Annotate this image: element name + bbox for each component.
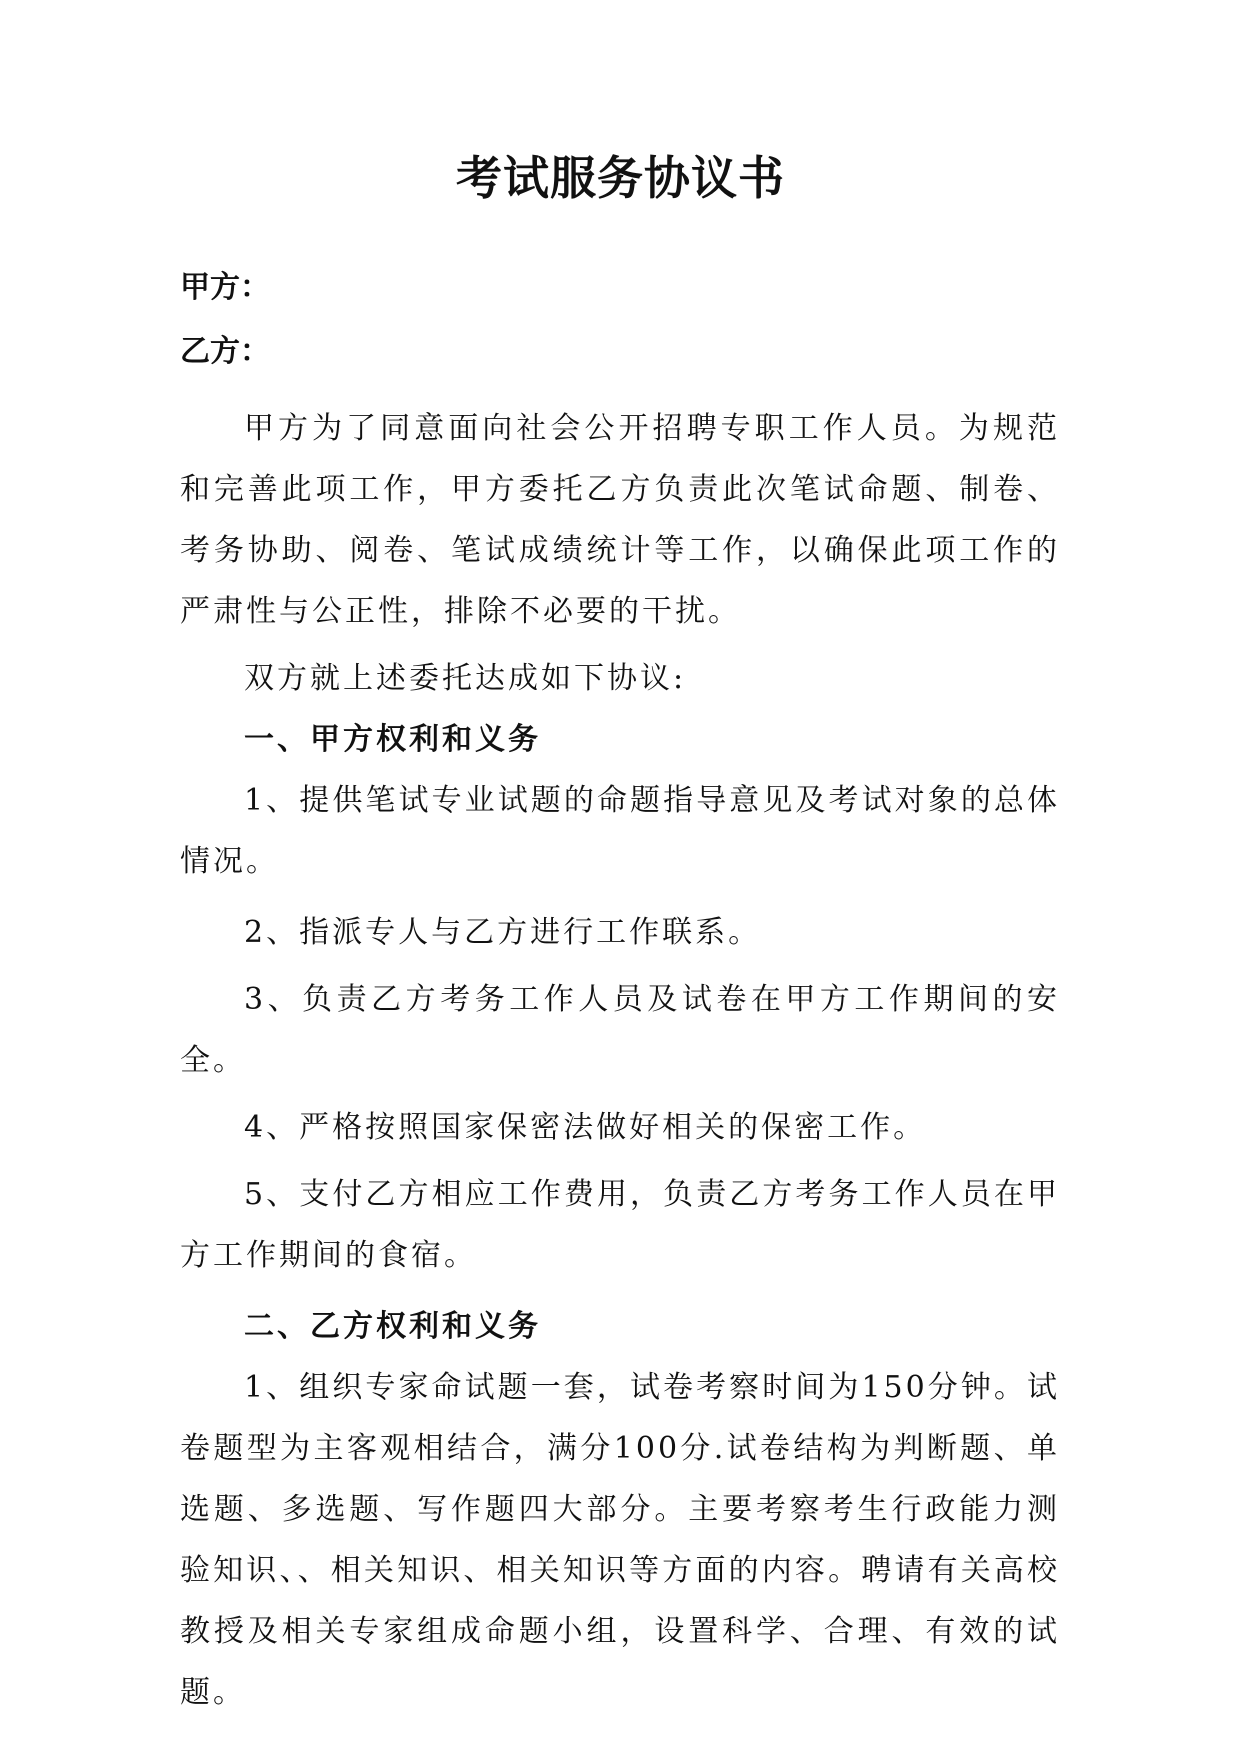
document-title: 考试服务协议书 <box>456 151 785 205</box>
section-2-heading: 二、乙方权利和义务 <box>244 1309 541 1344</box>
party-b-label: 乙方： <box>180 334 270 369</box>
section-1-item-4: 4、严格按照国家保密法做好相关的保密工作。 <box>244 1110 927 1145</box>
section-1-item-1: 1、提供笔试专业试题的命题指导意见及考试对象的总体情况。 <box>180 783 1060 879</box>
intro-paragraph: 甲方为了同意面向社会公开招聘专职工作人员。为规范和完善此项工作，甲方委托乙方负责此次笔试命题、制卷、考务协助、阅卷、笔试成绩统计等工作，以确保此项工作的严肃性与公正性，排除不必要的干扰。 <box>180 411 1060 629</box>
document-body <box>180 270 1060 1723</box>
agreement-line: 双方就上述委托达成如下协议: <box>244 661 687 696</box>
section-1-item-5: 5、支付乙方相应工作费用，负责乙方考务工作人员在甲方工作期间的食宿。 <box>180 1177 1060 1273</box>
section-2-item-1: 1、组织专家命试题一套，试卷考察时间为150分钟。试卷题型为主客观相结合，满分100分.试卷结构为判断题、单选题、多选题、写作题四大部分。主要考察考生行政能力测验知识、、相关知识、相关知识等方面的内容。聘请有关高校教授及相关专家组成命题小组，设置科学、合理、有效的试题。 <box>180 1370 1060 1710</box>
party-a-label: 甲方： <box>180 270 270 305</box>
section-1-item-2: 2、指派专人与乙方进行工作联系。 <box>244 915 762 950</box>
section-1-item-3: 3、负责乙方考务工作人员及试卷在甲方工作期间的安全。 <box>180 982 1060 1078</box>
section-1-heading: 一、甲方权利和义务 <box>244 722 541 757</box>
